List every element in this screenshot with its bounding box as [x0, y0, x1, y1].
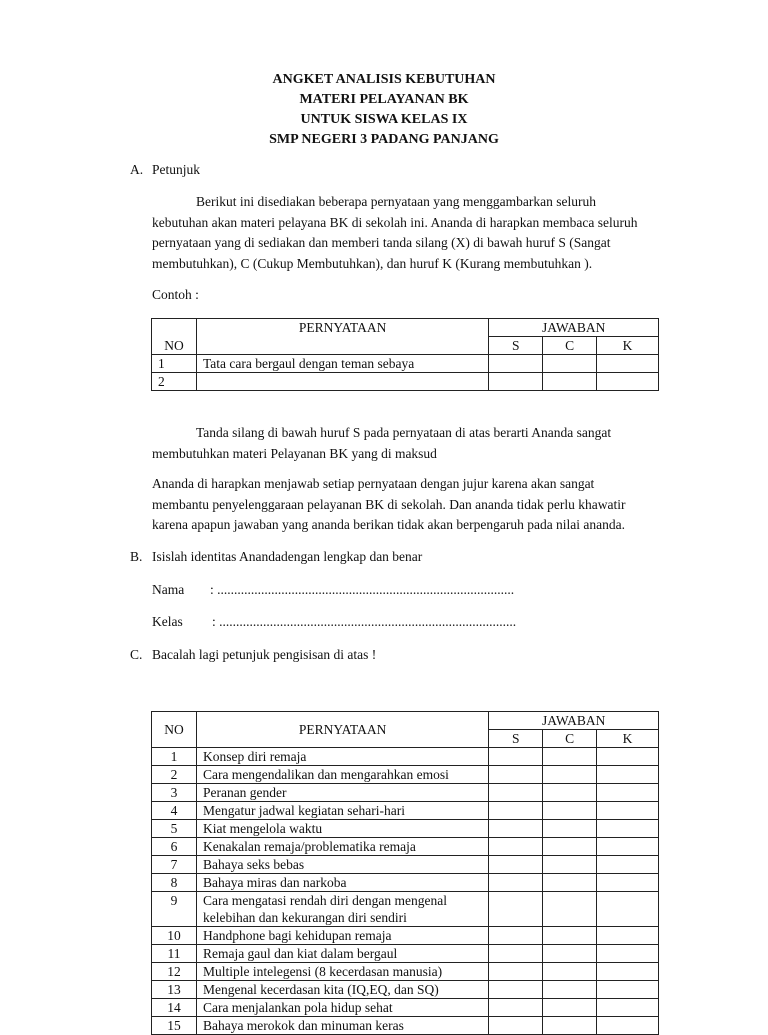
row-statement: Multiple intelegensi (8 kecerdasan manusia) — [196, 963, 488, 981]
paragraph-line: kebutuhan akan materi pelayana BK di sekolah ini. Ananda di harapkan membaca seluruh — [152, 214, 638, 230]
nama-label: Nama — [152, 582, 185, 597]
answer-k-header: K — [597, 730, 659, 748]
row-number: 8 — [152, 874, 197, 892]
answer-s-cell[interactable] — [489, 838, 543, 856]
answer-header: JAWABAN — [489, 319, 659, 337]
answer-header: JAWABAN — [489, 712, 659, 730]
table-row — [152, 748, 659, 766]
table-row — [152, 766, 659, 784]
answer-s-cell[interactable] — [489, 748, 543, 766]
answer-c-cell[interactable] — [543, 927, 597, 945]
answer-c-cell[interactable] — [543, 963, 597, 981]
row-number: 14 — [152, 999, 197, 1017]
row-statement: Peranan gender — [196, 784, 488, 802]
answer-s-cell[interactable] — [489, 856, 543, 874]
row-number: 1 — [152, 355, 197, 373]
row-number: 4 — [152, 802, 197, 820]
document-title — [0, 70, 768, 150]
row-statement: Bahaya merokok dan minuman keras — [196, 1017, 488, 1035]
answer-k-cell[interactable] — [597, 892, 659, 927]
answer-s-cell[interactable] — [489, 784, 543, 802]
answer-k-cell[interactable] — [597, 355, 659, 373]
statement-header: PERNYATAAN — [196, 319, 488, 355]
nama-field[interactable]: : ........................................................................................ — [210, 582, 515, 597]
title-line-2: MATERI PELAYANAN BK — [299, 92, 469, 107]
answer-c-cell[interactable] — [543, 802, 597, 820]
row-statement: Cara mengatasi rendah diri dengan mengenal kelebihan dan kekurangan diri sendiri — [196, 892, 488, 927]
table-row — [152, 963, 659, 981]
table-row — [152, 856, 659, 874]
answer-k-cell[interactable] — [597, 856, 659, 874]
table-row — [152, 945, 659, 963]
table-row — [152, 874, 659, 892]
title-line-1: ANGKET ANALISIS KEBUTUHAN — [272, 72, 496, 87]
row-number: 2 — [152, 766, 197, 784]
answer-c-cell[interactable] — [543, 1017, 597, 1035]
row-number: 15 — [152, 1017, 197, 1035]
answer-s-cell[interactable] — [489, 945, 543, 963]
answer-s-cell[interactable] — [489, 373, 543, 391]
table-row — [152, 373, 659, 391]
paragraph-line: karena apapun jawaban yang ananda berikan tidak akan berpengaruh pada nilai ananda. — [152, 517, 626, 532]
instructions-paragraph — [152, 192, 712, 274]
answer-s-cell[interactable] — [489, 963, 543, 981]
table-row — [152, 820, 659, 838]
answer-c-cell[interactable] — [543, 856, 597, 874]
row-number: 7 — [152, 856, 197, 874]
answer-k-cell[interactable] — [597, 927, 659, 945]
row-statement: Mengenal kecerdasan kita (IQ,EQ, dan SQ) — [196, 981, 488, 999]
answer-c-header: C — [543, 337, 597, 355]
row-statement: Kenakalan remaja/problematika remaja — [196, 838, 488, 856]
paragraph-line: membutuhkan materi Pelayanan BK yang di maksud — [152, 445, 437, 461]
answer-k-cell[interactable] — [597, 802, 659, 820]
row-number: 5 — [152, 820, 197, 838]
row-number: 10 — [152, 927, 197, 945]
title-line-3: UNTUK SISWA KELAS IX — [300, 112, 468, 127]
section-b-marker: B. — [130, 549, 143, 564]
table-row — [152, 892, 659, 927]
row-statement — [196, 373, 488, 391]
section-c-marker: C. — [130, 647, 143, 662]
answer-c-cell[interactable] — [543, 874, 597, 892]
answer-c-cell[interactable] — [543, 892, 597, 927]
answer-k-cell[interactable] — [597, 748, 659, 766]
no-header: NO — [152, 319, 197, 355]
answer-c-cell[interactable] — [543, 748, 597, 766]
paragraph-line: Ananda di harapkan menjawab setiap pernyataan dengan jujur karena akan sangat — [152, 476, 595, 491]
section-a-heading: Petunjuk — [152, 162, 201, 177]
honesty-paragraph — [152, 474, 712, 536]
row-number: 13 — [152, 981, 197, 999]
table-row — [152, 927, 659, 945]
row-statement: Cara mengendalikan dan mengarahkan emosi — [196, 766, 488, 784]
table-row — [152, 838, 659, 856]
row-statement: Remaja gaul dan kiat dalam bergaul — [196, 945, 488, 963]
answer-k-cell[interactable] — [597, 820, 659, 838]
answer-s-cell[interactable] — [489, 981, 543, 999]
paragraph-line: membantu penyelenggaraan pelayanan BK di sekolah. Dan ananda tidak perlu khawatir — [152, 496, 626, 512]
paragraph-line: Tanda silang di bawah huruf S pada pernyataan di atas berarti Ananda sangat — [196, 425, 612, 440]
row-number: 3 — [152, 784, 197, 802]
row-number: 12 — [152, 963, 197, 981]
answer-s-cell[interactable] — [489, 1017, 543, 1035]
answer-s-cell[interactable] — [489, 999, 543, 1017]
answer-c-cell[interactable] — [543, 999, 597, 1017]
row-statement: Bahaya seks bebas — [196, 856, 488, 874]
row-statement: Konsep diri remaja — [196, 748, 488, 766]
explanation-paragraph — [152, 423, 712, 464]
answer-s-cell[interactable] — [489, 802, 543, 820]
answer-c-cell[interactable] — [543, 838, 597, 856]
answer-s-header: S — [489, 730, 543, 748]
answer-c-cell[interactable] — [543, 981, 597, 999]
paragraph-line: Berikut ini disediakan beberapa pernyataan yang menggambarkan seluruh — [196, 194, 596, 209]
questionnaire-table — [151, 711, 659, 1035]
row-statement: Handphone bagi kehidupan remaja — [196, 927, 488, 945]
answer-k-cell[interactable] — [597, 874, 659, 892]
answer-k-cell[interactable] — [597, 999, 659, 1017]
section-a-marker: A. — [130, 162, 144, 177]
row-statement: Bahaya miras dan narkoba — [196, 874, 488, 892]
answer-k-cell[interactable] — [597, 766, 659, 784]
row-number: 6 — [152, 838, 197, 856]
no-header: NO — [152, 712, 197, 748]
answer-c-header: C — [543, 730, 597, 748]
answer-c-cell[interactable] — [543, 784, 597, 802]
row-statement: Cara menjalankan pola hidup sehat — [196, 999, 488, 1017]
paragraph-line: pernyataan yang di sediakan dan memberi tanda silang (X) di bawah huruf S (Sangat — [152, 235, 611, 250]
answer-s-header: S — [489, 337, 543, 355]
answer-s-cell[interactable] — [489, 766, 543, 784]
answer-s-cell[interactable] — [489, 927, 543, 945]
answer-c-cell[interactable] — [543, 766, 597, 784]
answer-c-cell[interactable] — [543, 945, 597, 963]
answer-k-cell[interactable] — [597, 373, 659, 391]
answer-s-cell[interactable] — [489, 355, 543, 373]
answer-s-cell[interactable] — [489, 820, 543, 838]
example-table — [151, 318, 659, 391]
answer-k-header: K — [597, 337, 659, 355]
row-number: 11 — [152, 945, 197, 963]
row-statement: Kiat mengelola waktu — [196, 820, 488, 838]
row-number: 9 — [152, 892, 197, 927]
answer-s-cell[interactable] — [489, 874, 543, 892]
answer-k-cell[interactable] — [597, 945, 659, 963]
answer-k-cell[interactable] — [597, 838, 659, 856]
row-number: 1 — [152, 748, 197, 766]
answer-k-cell[interactable] — [597, 963, 659, 981]
answer-c-cell[interactable] — [543, 820, 597, 838]
statement-header: PERNYATAAN — [196, 712, 488, 748]
answer-c-cell[interactable] — [543, 355, 597, 373]
table-row — [152, 999, 659, 1017]
row-statement: Tata cara bergaul dengan teman sebaya — [196, 355, 488, 373]
table-row — [152, 784, 659, 802]
kelas-label: Kelas — [152, 614, 183, 629]
table-row — [152, 1017, 659, 1035]
contoh-label: Contoh : — [152, 287, 199, 302]
kelas-field[interactable]: : ........................................................................................ — [212, 614, 517, 629]
answer-k-cell[interactable] — [597, 784, 659, 802]
section-b-heading: Isislah identitas Anandadengan lengkap dan benar — [152, 549, 423, 564]
section-c-heading: Bacalah lagi petunjuk pengisisan di atas ! — [152, 647, 377, 662]
row-number: 2 — [152, 373, 197, 391]
table-row — [152, 802, 659, 820]
answer-s-cell[interactable] — [489, 892, 543, 927]
table-row — [152, 981, 659, 999]
answer-c-cell[interactable] — [543, 373, 597, 391]
answer-k-cell[interactable] — [597, 981, 659, 999]
answer-k-cell[interactable] — [597, 1017, 659, 1035]
table-row — [152, 355, 659, 373]
row-statement: Mengatur jadwal kegiatan sehari-hari — [196, 802, 488, 820]
title-line-4: SMP NEGERI 3 PADANG PANJANG — [269, 132, 499, 147]
paragraph-line: membutuhkan), C (Cukup Membutuhkan), dan huruf K (Kurang membutuhkan ). — [152, 255, 593, 271]
